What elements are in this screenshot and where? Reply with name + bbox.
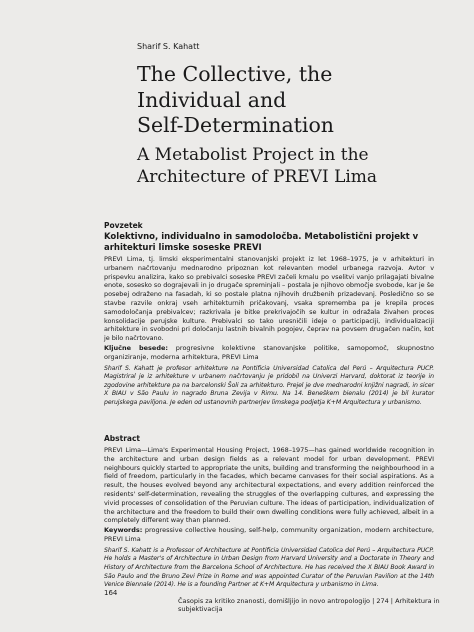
slovenian-title: Kolektivno, individualno in samodoločba. Metabolistični projekt v arhitekturi limske soseske PREVI (104, 232, 419, 253)
slovenian-bio: Sharif S. Kahatt je profesor arhitekture na Pontificia Universidad Catolica del Perú – Arquitectura PUCP. Magistriral je iz arhitekture v urbanem načrtovanju je pridobil na Univerzi Harvard, doktorat iz teorije in zgodovine arhitekture pa na barcelonski Šoli za arhitekturo. Prejel je dve mednarodni knjižni nagradi, in sicer X BIAU v São Paulu in nagrado Bruna Zevija v Rimu. Na 14. Beneškem bienalu (2014) je bil kurator perujskega paviljona. Je eden od ustanovnih partnerjev limskega podjetja K+M Arquitectura y urbanismo. (104, 364, 434, 406)
english-body: PREVI Lima—Lima's Experimental Housing Project, 1968–1975—has gained worldwide recognition in the architecture and urban design fields as a relevant model for urban development. PREVI neighbours quickly started to appropriate the units, building and transforming the neighbourhood in a field of freedom, particularly in the facades, which became canvases for their social aspirations. As a result, the houses evolved beyond any architectural expectations, and every addition reinforced the residents' self-determination, revealing the struggles of the overlapping cultures, and expressing the vivid processes of consolidation of the Peruvian culture. The ideas of participation, individualization of the architecture and the freedom to build their own dwelling conditions were fully achieved, albeit in a completely different way than planned. (104, 446, 434, 525)
journal-footer: Časopis za kritiko znanosti, domišljijo in novo antropologijo | 274 | Arhitektura in subjektivacija (178, 597, 440, 613)
subtitle-line: Architecture of PREVI Lima (137, 167, 378, 187)
slovenian-keywords (104, 344, 434, 362)
english-abstract (104, 434, 434, 590)
english-keywords (104, 526, 434, 544)
title-line: The Collective, the (137, 62, 333, 86)
article-subtitle (137, 144, 457, 188)
keywords-label: Ključne besede: (104, 343, 168, 352)
page-number: 164 (104, 589, 118, 597)
title-line: Individual and (137, 87, 287, 112)
subtitle-line: A Metabolist Project in the (137, 145, 369, 165)
article-title (137, 62, 457, 139)
author-name: Sharif S. Kahatt (137, 42, 200, 51)
keywords-text: progressive collective housing, self-help, community organization, modern architecture, PREVI Lima (104, 526, 434, 543)
keywords-text: progresivne kolektivne stanovanjske politike, samopomoč, skupnostno organiziranje, moderna arhitektura, PREVI Lima (104, 343, 434, 361)
slovenian-body: PREVI Lima, tj. limski eksperimentalni stanovanjski projekt iz let 1968–1975, je v arhitekturi in urbanem načrtovanju mednarodno pripoznan kot relevanten model urbanega razvoja. Avtor v prispevku analizira, kako so prebivalci soseske PREVI začeli kmalu po vselitvi vanjo prilagajati bivalne enote, sosesko so dograjevali in jo drugače spreminjali – postala je njihovo območje svobode, kar je še posebej odraženo na fasadah, ki so postale platna njihovih družbenih prizadevanj. Posledično so se stavbe razvile onkraj vseh arhitekturnih pričakovanj, vsaka sprememba pa je krepila proces samodoločanja prebivalcev; razkrivala je bitke prekrivajočih se kultur in odražala živahen proces konsolidacije perujske kulture. Prebivalci so tako uresničili ideje o participaciji, individualizaciji arhitekture in svobodni pri določanju lastnih bivalnih pogojev, čeprav na povsem drugačen način, kot je bilo načrtovano. (104, 255, 434, 343)
keywords-label: Keywords: (104, 526, 143, 535)
slovenian-abstract (104, 221, 434, 408)
section-heading: Povzetek (104, 221, 143, 230)
title-line: Self-Determination (137, 113, 335, 137)
english-bio: Sharif S. Kahatt is a Professor of Architecture at Pontificia Universidad Catolica del Perú – Arquitectura PUCP. He holds a Master's of Architecture in Urban Design from Harvard University and a Doctorate in Theory and History of Architecture from the Barcelona School of Architecture. He has received the X BIAU Book Award in São Paulo and the Bruno Zevi Prize in Rome and was appointed Curator of the Peruvian Pavilion at the 14th Venice Biennale (2014). He is a founding Partner at K+M Arquitectura y urbanismo in Lima. (104, 546, 434, 589)
section-heading: Abstract (104, 434, 141, 443)
